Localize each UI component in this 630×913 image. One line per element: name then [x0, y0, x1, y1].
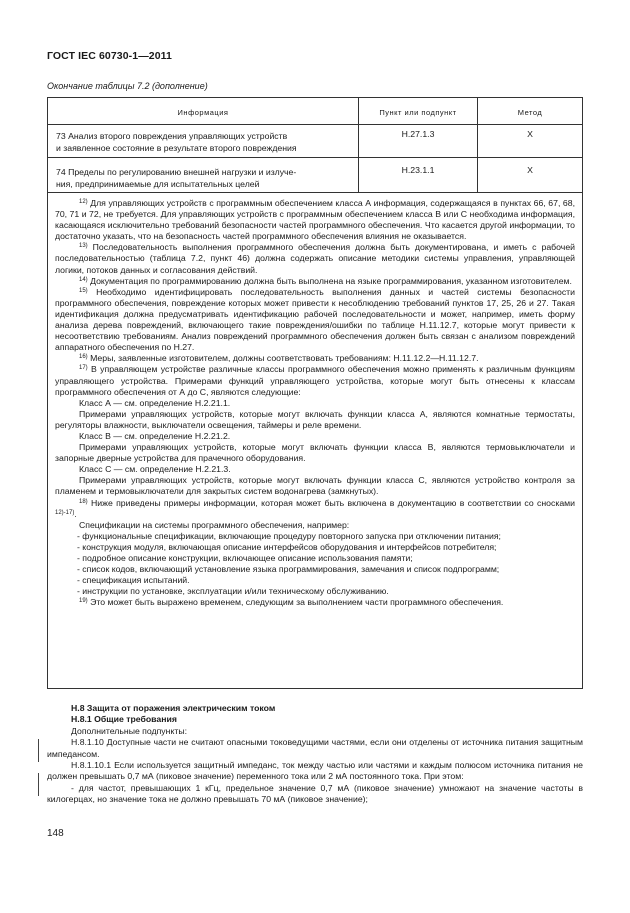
method-mark: X [527, 165, 533, 175]
paragraph: Дополнительные подпункты: [71, 725, 187, 736]
table-caption: Окончание таблицы 7.2 (дополнение) [47, 81, 208, 91]
list-item: - функциональные спецификации, включающие процедуру повторного запуска при отключении питания; [77, 530, 501, 541]
footnote-12: $^{12)}$ Для управляющих устройств с программным обеспечением класса А информация, содержащаяся в пунктах 66, 67, 68, 70, 71 и 72, не требуется. Для управляющих устройств с программным обеспечением класса В или С необходима информация, касающаяся исключительно требований безопасности частей программного обеспечения. Что касается другой информации, то достаточно указать, что на безопасность частей программного обеспечения влияния не оказывается. [55, 198, 575, 242]
info-text: ния, предпринимаемые для испытательных целей [56, 179, 260, 189]
footnote-17: $^{17)}$ В управляющем устройстве различные классы программного обеспечения можно применять к различным функциям управляющего устройства. Примерами функций управляющего устройства, которые могут быть отнесены к классам программного обеспечения от А до С, являются следующие: [55, 364, 575, 397]
list-item: - подробное описание конструкции, включающее описание использования памяти; [77, 553, 413, 563]
paragraph: - для частот, превышающих 1 кГц, предельное значение 0,7 мА (пиковое значение) умножают на значение частоты в килогерцах, но значение тока не должно превышать 70 мА (пиковое значение); [47, 782, 583, 805]
info-text: 73 Анализ второго повреждения управляющих устройств [56, 131, 288, 141]
spec-intro: Спецификации на системы программного обеспечения, например: [79, 519, 350, 530]
class-a-examples: Примерами управляющих устройств, которые могут включать функции класса А, являются комнатные термостаты, регуляторы влажности, выключатели освещения, таймеры и реле времени. [55, 408, 575, 430]
row-divider [48, 192, 582, 193]
info-text: 74 Пределы по регулированию внешней нагрузки и излуче- [56, 167, 297, 177]
column-header: Метод [517, 108, 543, 117]
page-number: 148 [47, 828, 64, 839]
paragraph: Н.8.1.10.1 Если используется защитный импеданс, ток между частью или частями и каждым полюсом источника питания не должен превышать 0,7 мА (пиковое значение) переменного тока или 2 мА постоянного тока. При этом: [47, 760, 583, 782]
section-h8 [47, 703, 583, 806]
change-bar [38, 773, 39, 796]
column-header: Информация [177, 108, 229, 117]
list-item: - спецификация испытаний. [77, 575, 190, 586]
table-row [56, 166, 352, 190]
class-a-definition: Класс А — см. определение Н.2.21.1. [79, 397, 231, 408]
footnote-13: $^{13)}$ Последовательность выполнения программного обеспечения должна быть документирована, и иметь с рабочей последовательностью (таблица 7.2, пункт 46) должна содержать описание методики системы управления, управляющей логики, потоков данных и согласования действий. [55, 242, 575, 275]
class-c-examples: Примерами управляющих устройств, которые могут включать функции класса С, являются устройство контроля за пламенем и термовыключатели для закрытых систем водонагрева (замкнутых). [55, 475, 575, 497]
class-b-definition: Класс В — см. определение Н.2.21.2. [79, 430, 231, 441]
clause-ref: H.23.1.1 [401, 165, 435, 175]
footnote-19: $^{19)}$ Это может быть выражено временем, следующим за выполнением части программного обеспечения. [79, 597, 504, 608]
change-bar [38, 739, 39, 762]
row-divider [48, 157, 582, 158]
list-item: - инструкции по установке, эксплуатации и/или техническому обслуживанию. [77, 586, 389, 597]
list-item: - конструкция модуля, включающая описание интерфейсов оборудования и интерфейсов потребителя; [77, 541, 497, 552]
row-divider [48, 124, 582, 125]
info-text: и заявленное состояние в результате второго повреждения [56, 143, 297, 153]
paragraph: Н.8.1.10 Доступные части не считают опасными токоведущими частями, если они отделены от источника питания защитным импедансом. [47, 737, 583, 759]
footnote-18: $^{18)}$ Ниже приведены примеры информации, которая может быть включена в документацию в соответствии со сносками $^{12)-17)}$. [55, 497, 575, 519]
class-c-definition: Класс С — см. определение Н.2.21.3. [79, 464, 231, 475]
document-header: ГОСТ IEC 60730-1—2011 [47, 50, 172, 62]
footnote-15: $^{15)}$ Необходимо идентифицировать последовательность выполнения данных и частей системы безопасности программного обеспечения, повреждение которых может привести к несоблюдению требований пунктов 17, 25, 26 и 27. Такая идентификация должна предусматривать идентификацию рабочей последовательности и может, например, иметь форму анализа дерева повреждений, включающего такие повреждения/ошибки по таблице Н.11.12.7, которые могут привести к несоответствию требованиям. Анализ повреждений программного обеспечения должен быть связан с анализом повреждений аппаратного обеспечения по Н.27. [55, 286, 575, 353]
clause-ref: H.27.1.3 [401, 129, 435, 139]
class-b-examples: Примерами управляющих устройств, которые могут включать функции класса В, являются термовыключатели и запорные дверные устройства для прачечного оборудования. [55, 442, 575, 464]
list-item: - список кодов, включающий установление языка программирования, замечания и список подпрограмм; [77, 564, 500, 575]
column-header: Пункт или подпункт [379, 108, 457, 117]
subsection-heading: Н.8.1 Общие требования [71, 714, 177, 725]
footnote-16: $^{16)}$ Меры, заявленные изготовителем, должны соответствовать требованиям: Н.11.12.2—Н.11.12.7. [79, 353, 479, 364]
table-footnotes [55, 198, 575, 608]
table-row [56, 130, 352, 154]
footnote-14: $^{14)}$ Документация по программированию должна быть выполнена на языке программирования, указанном изготовителем. [79, 275, 572, 286]
section-heading: Н.8 Защита от поражения электрическим током [71, 703, 276, 713]
method-mark: X [527, 129, 533, 139]
